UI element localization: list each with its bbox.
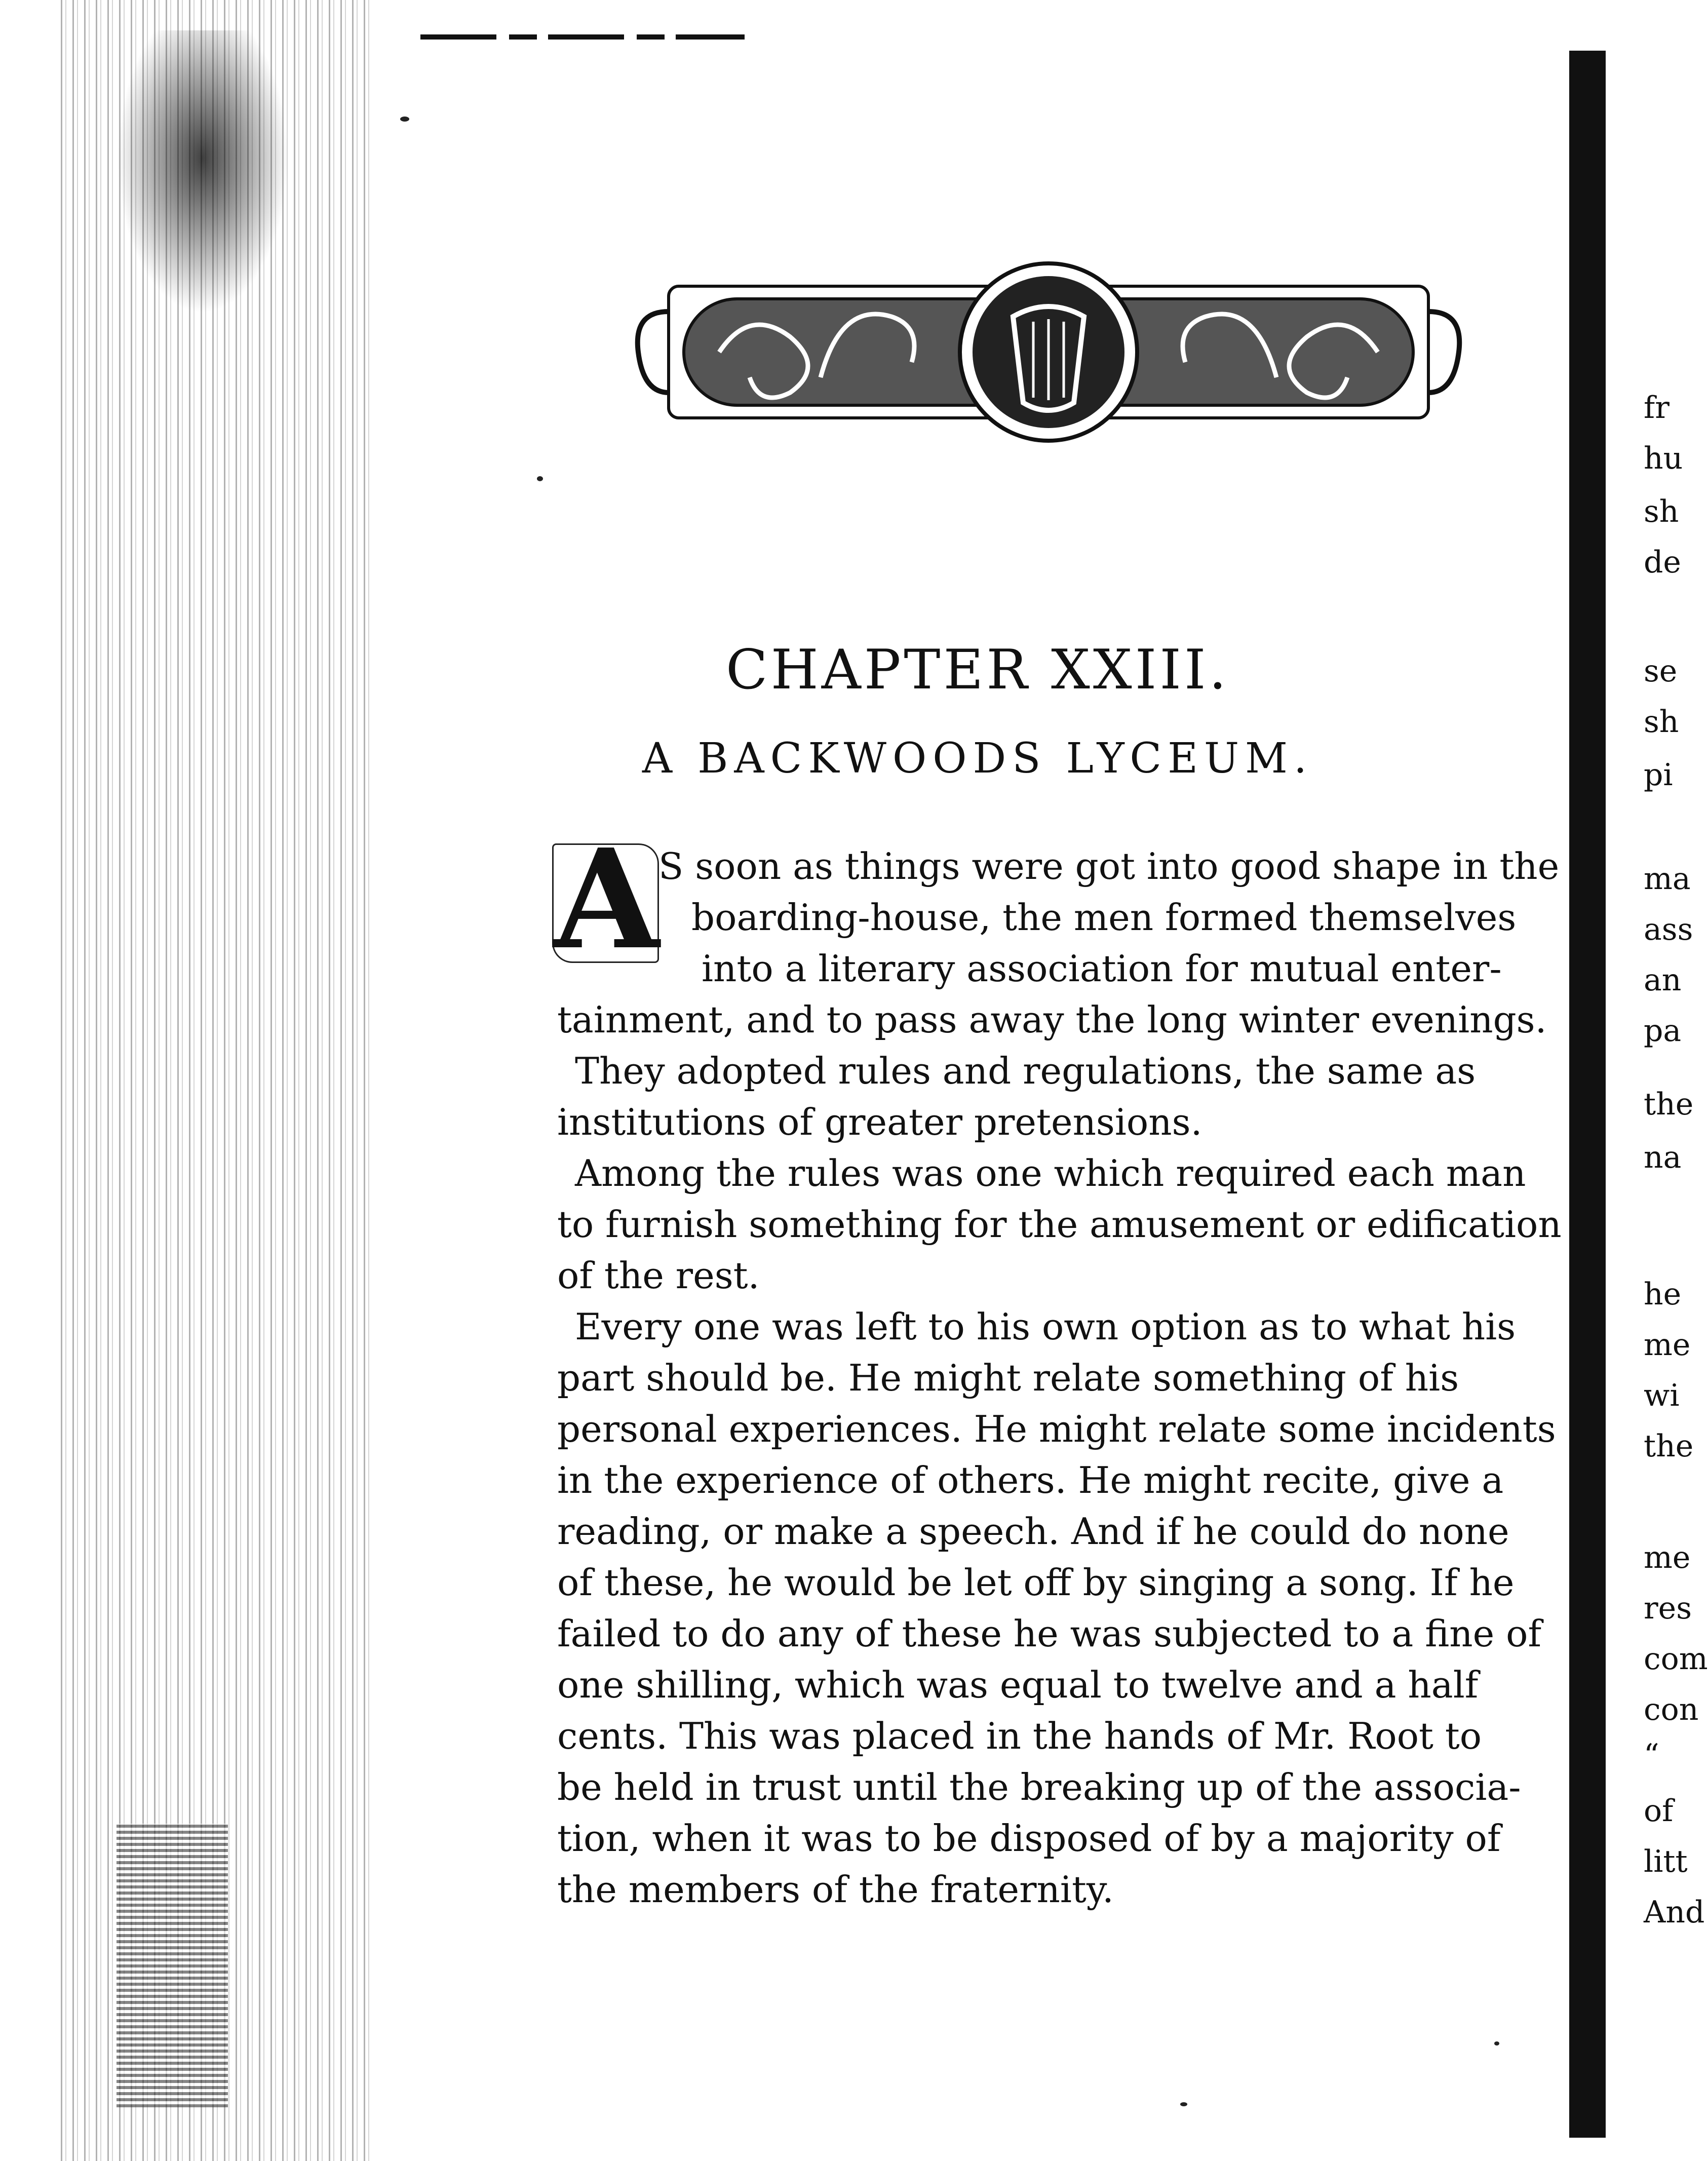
text-line: They adopted rules and regulations, the same as <box>575 1050 1476 1092</box>
facing-page-fragment: me <box>1644 1540 1691 1575</box>
text-line: tainment, and to pass away the long winter evenings. <box>557 998 1547 1041</box>
facing-page-fragment: litt <box>1644 1844 1688 1879</box>
text-line: the members of the fraternity. <box>557 1868 1114 1911</box>
chapter-subtitle: A BACKWOODS LYCEUM. <box>642 735 1313 783</box>
facing-page-fragment: se <box>1644 653 1678 689</box>
facing-page-fragment: the <box>1644 1429 1694 1464</box>
facing-page-fragment: sh <box>1644 704 1679 740</box>
chapter-title: CHAPTER XXIII. <box>725 638 1230 702</box>
text-line: one shilling, which was equal to twelve and a half <box>557 1664 1479 1706</box>
facing-page-fragment: And <box>1644 1895 1705 1930</box>
text-line: into a literary association for mutual enter- <box>702 947 1502 990</box>
facing-page-fragment: fr <box>1644 390 1670 426</box>
facing-page-fragment: the <box>1644 1087 1694 1122</box>
facing-page-fragment: “ <box>1644 1738 1659 1773</box>
facing-page-fragment: sh <box>1644 494 1679 529</box>
text-line: Among the rules was one which required each man <box>575 1152 1526 1194</box>
gutter-dark-patch <box>117 30 289 314</box>
facing-page-fragment: he <box>1644 1277 1682 1312</box>
text-line: Every one was left to his own option as to what his <box>575 1305 1516 1348</box>
facing-page-fragment: wi <box>1644 1378 1680 1413</box>
facing-page-fragment: an <box>1644 962 1682 998</box>
facing-page-fragment: ma <box>1644 861 1691 897</box>
facing-page-fragment: hu <box>1644 441 1683 476</box>
gutter-bottom-noise <box>117 1824 228 2107</box>
facing-page-fragment: pa <box>1644 1013 1682 1049</box>
drop-cap: A <box>553 819 659 980</box>
top-dashed-rule <box>420 34 745 40</box>
chapter-ornament <box>628 256 1469 448</box>
text-line: of these, he would be let off by singing a song. If he <box>557 1561 1515 1604</box>
facing-page-fragment: con <box>1644 1692 1699 1727</box>
facing-page-fragment: of <box>1644 1793 1674 1829</box>
facing-page-fragment: de <box>1644 545 1681 580</box>
text-line: part should be. He might relate something of his <box>557 1357 1459 1399</box>
facing-page-fragment: na <box>1644 1140 1682 1175</box>
text-line: be held in trust until the breaking up of the associa- <box>557 1766 1521 1808</box>
facing-page-fragment: com <box>1644 1641 1708 1677</box>
text-line: reading, or make a speech. And if he could do none <box>557 1510 1509 1553</box>
text-line: failed to do any of these he was subjected to a fine of <box>557 1612 1542 1655</box>
text-line: to furnish something for the amusement or edification <box>557 1203 1562 1246</box>
facing-page-fragment: pi <box>1644 757 1673 793</box>
text-line: in the experience of others. He might recite, give a <box>557 1459 1504 1501</box>
facing-page-fragment: res <box>1644 1591 1692 1626</box>
facing-page-fragment: ass <box>1644 912 1693 947</box>
text-line: boarding-house, the men formed themselves <box>691 896 1517 939</box>
page-spine-bar <box>1569 51 1606 2138</box>
text-line: S soon as things were got into good shape in the <box>658 845 1560 887</box>
facing-page-fragment: me <box>1644 1327 1691 1363</box>
text-line: tion, when it was to be disposed of by a majority of <box>557 1817 1501 1860</box>
text-line: personal experiences. He might relate some incidents <box>557 1408 1556 1450</box>
body-text <box>557 841 1565 1915</box>
text-line: institutions of greater pretensions. <box>557 1101 1202 1143</box>
text-line: cents. This was placed in the hands of Mr. Root to <box>557 1715 1482 1757</box>
text-line: of the rest. <box>557 1254 760 1297</box>
